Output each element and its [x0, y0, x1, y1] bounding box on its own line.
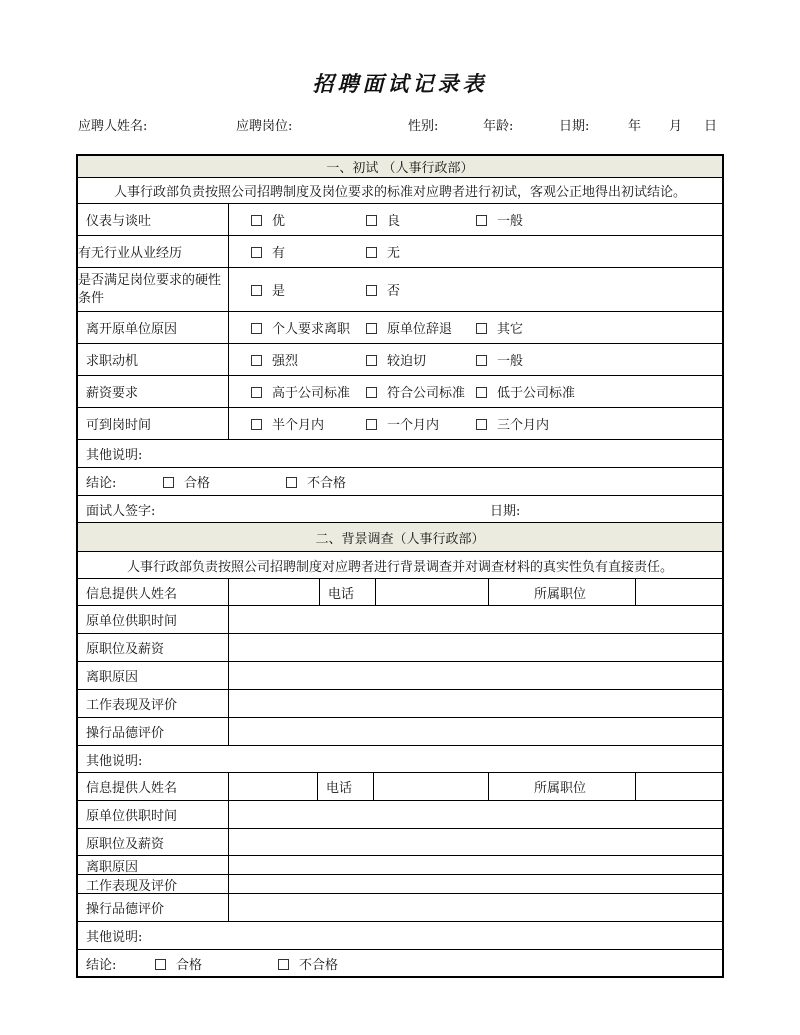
checkbox-icon[interactable] [476, 387, 487, 398]
section2-header [78, 523, 722, 552]
checkbox-icon[interactable] [366, 285, 377, 296]
field-row[interactable] [78, 856, 722, 875]
job-title-label: 所属职位 [534, 586, 587, 602]
appearance-row [78, 204, 722, 236]
option-fail[interactable]: 不合格 [278, 950, 338, 976]
option-yes[interactable]: 有 [251, 236, 285, 267]
row-label: 薪资要求 [86, 386, 139, 401]
row-label: 可到岗时间 [86, 418, 152, 433]
section1-other-row[interactable] [78, 440, 722, 468]
option-fail[interactable]: 不合格 [286, 468, 346, 495]
year-label: 年 [628, 119, 642, 134]
page-title: 招聘面试记录表 [312, 71, 488, 96]
conclusion-label: 结论: [86, 476, 117, 491]
signature-date-label: 日期: [490, 503, 521, 519]
start-time-row [78, 408, 722, 440]
field-label: 原职位及薪资 [86, 642, 165, 657]
section2-title: 二、背景调查（人事行政部） [315, 531, 485, 547]
option-good[interactable]: 良 [366, 204, 400, 235]
row-label: 是否满足岗位要求的硬性条件 [78, 272, 222, 306]
day-label: 日 [704, 119, 718, 134]
field-label: 操行品德评价 [86, 902, 165, 917]
option-one-month[interactable]: 一个月内 [366, 408, 439, 439]
date-label: 日期: [559, 119, 590, 134]
option-meets-standard[interactable]: 符合公司标准 [366, 376, 465, 407]
phone-label: 电话 [328, 586, 355, 602]
checkbox-icon[interactable] [251, 355, 262, 366]
option-average[interactable]: 一般 [476, 204, 523, 235]
checkbox-icon[interactable] [251, 387, 262, 398]
checkbox-icon[interactable] [286, 477, 297, 488]
section1-title: 一、初试 （人事行政部） [326, 161, 474, 176]
field-label: 原职位及薪资 [86, 836, 165, 852]
conclusion-label: 结论: [86, 957, 117, 973]
option-no[interactable]: 无 [366, 236, 400, 267]
checkbox-icon[interactable] [251, 419, 262, 430]
section1-header [78, 156, 722, 178]
experience-row [78, 236, 722, 268]
section2-other-row[interactable] [78, 922, 722, 950]
other-notes-label: 其他说明: [86, 448, 143, 463]
option-pass[interactable]: 合格 [163, 468, 210, 495]
checkbox-icon[interactable] [476, 355, 487, 366]
field-label: 原单位供职时间 [86, 809, 178, 824]
field-row[interactable] [78, 634, 722, 662]
checkbox-icon[interactable] [251, 247, 262, 258]
option-pass[interactable]: 合格 [155, 950, 202, 976]
field-row[interactable] [78, 801, 722, 829]
checkbox-icon[interactable] [476, 323, 487, 334]
field-row[interactable] [78, 662, 722, 690]
field-label: 操行品德评价 [86, 726, 165, 741]
option-strong[interactable]: 强烈 [251, 344, 298, 375]
informant-row [78, 579, 722, 606]
field-row[interactable] [78, 606, 722, 634]
field-label: 离职原因 [86, 670, 139, 685]
informant-name-label: 信息提供人姓名 [86, 781, 178, 796]
option-voluntary[interactable]: 个人要求离职 [251, 312, 350, 343]
field-label: 工作表现及评价 [86, 878, 178, 894]
row-label: 离开原单位原因 [86, 322, 178, 337]
option-excellent[interactable]: 优 [251, 204, 285, 235]
phone-label: 电话 [326, 781, 353, 796]
row-label: 仪表与谈吐 [86, 214, 152, 229]
gender-label: 性别: [408, 119, 439, 134]
checkbox-icon[interactable] [155, 959, 166, 970]
field-row[interactable] [78, 829, 722, 856]
field-label: 离职原因 [86, 859, 139, 875]
section2-other-row[interactable] [78, 746, 722, 773]
hard-requirements-row [78, 268, 722, 312]
leave-reason-row [78, 312, 722, 344]
checkbox-icon[interactable] [476, 419, 487, 430]
section2-conclusion-row [78, 950, 722, 976]
checkbox-icon[interactable] [251, 285, 262, 296]
section1-description-row [78, 178, 722, 204]
option-below-standard[interactable]: 低于公司标准 [476, 376, 575, 407]
other-notes-label: 其他说明: [86, 753, 143, 769]
age-label: 年龄: [483, 119, 514, 134]
section2-description-row [78, 552, 722, 579]
field-label: 原单位供职时间 [86, 614, 178, 629]
checkbox-icon[interactable] [163, 477, 174, 488]
checkbox-icon[interactable] [366, 387, 377, 398]
field-label: 工作表现及评价 [86, 698, 178, 713]
checkbox-icon[interactable] [251, 323, 262, 334]
row-label: 有无行业从业经历 [78, 246, 183, 261]
interviewer-signature-label: 面试人签字: [86, 503, 156, 519]
section2-description: 人事行政部负责按照公司招聘制度对应聘者进行背景调查并对调查材料的真实性负有直接责任。 [126, 559, 673, 575]
motivation-row [78, 344, 722, 376]
section1-conclusion-row [78, 468, 722, 496]
applicant-name-label: 应聘人姓名: [78, 119, 148, 134]
checkbox-icon[interactable] [366, 247, 377, 258]
option-above-standard[interactable]: 高于公司标准 [251, 376, 350, 407]
checkbox-icon[interactable] [251, 215, 262, 226]
option-three-months[interactable]: 三个月内 [476, 408, 549, 439]
field-row[interactable] [78, 718, 722, 746]
field-row[interactable] [78, 690, 722, 718]
section1-description: 人事行政部负责按照公司招聘制度及岗位要求的标准对应聘者进行初试，客观公正地得出初试结论。 [113, 185, 686, 200]
option-half-month[interactable]: 半个月内 [251, 408, 324, 439]
job-title-label: 所属职位 [534, 781, 587, 796]
month-label: 月 [669, 119, 683, 134]
signature-row[interactable] [78, 496, 722, 523]
option-no[interactable]: 否 [366, 268, 400, 311]
other-notes-label: 其他说明: [86, 930, 143, 945]
option-average[interactable]: 一般 [476, 344, 523, 375]
field-row[interactable] [78, 875, 722, 894]
checkbox-icon[interactable] [366, 355, 377, 366]
informant-name-label: 信息提供人姓名 [86, 586, 178, 602]
applied-position-label: 应聘岗位: [236, 119, 293, 134]
checkbox-icon[interactable] [366, 419, 377, 430]
option-yes[interactable]: 是 [251, 268, 285, 311]
checkbox-icon[interactable] [366, 323, 377, 334]
option-dismissed[interactable]: 原单位辞退 [366, 312, 452, 343]
salary-row [78, 376, 722, 408]
row-label: 求职动机 [86, 354, 139, 369]
checkbox-icon[interactable] [476, 215, 487, 226]
interview-form [76, 154, 724, 978]
option-other[interactable]: 其它 [476, 312, 523, 343]
checkbox-icon[interactable] [278, 959, 289, 970]
checkbox-icon[interactable] [366, 215, 377, 226]
field-row[interactable] [78, 894, 722, 922]
informant-row [78, 773, 722, 801]
option-urgent[interactable]: 较迫切 [366, 344, 426, 375]
